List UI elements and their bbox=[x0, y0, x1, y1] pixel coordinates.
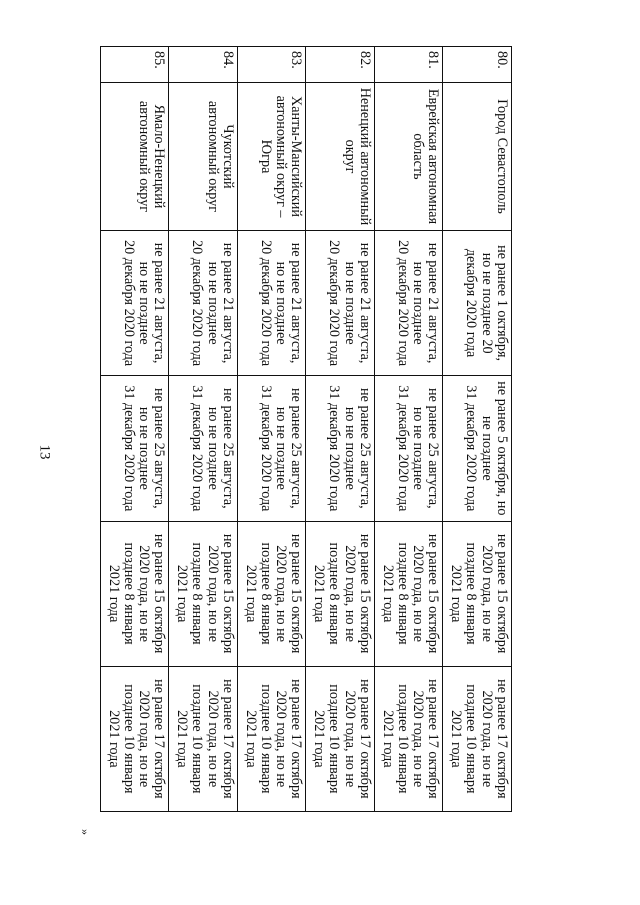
period-4: не ранее 17 октября 2020 года, но не позднее 10 января 2021 года bbox=[169, 666, 238, 811]
period-1: не ранее 21 августа, но не позднее 20 декабря 2020 года bbox=[306, 231, 375, 376]
table-row bbox=[443, 47, 512, 812]
table-row bbox=[306, 47, 375, 812]
page-number: 13 bbox=[36, 444, 53, 460]
period-1: не ранее 21 августа, но не позднее 20 декабря 2020 года bbox=[238, 231, 307, 376]
row-number: 82. bbox=[306, 47, 375, 83]
period-3: не ранее 15 октября 2020 года, но не позднее 8 января 2021 года bbox=[375, 521, 444, 666]
period-4: не ранее 17 октября 2020 года, но не позднее 10 января 2021 года bbox=[375, 666, 444, 811]
period-3: не ранее 15 октября 2020 года, но не позднее 8 января 2021 года bbox=[101, 521, 170, 666]
table-row bbox=[169, 47, 238, 812]
period-1: не ранее 21 августа, но не позднее 20 декабря 2020 года bbox=[101, 231, 170, 376]
period-2: не ранее 25 августа, но не позднее 31 декабря 2020 года bbox=[101, 376, 170, 521]
period-1: не ранее 21 августа, но не позднее 20 декабря 2020 года bbox=[375, 231, 444, 376]
schedule-table-body bbox=[101, 47, 512, 812]
period-2: не ранее 5 октября, но не позднее 31 декабря 2020 года bbox=[443, 376, 512, 521]
period-4: не ранее 17 октября 2020 года, но не позднее 10 января 2021 года bbox=[238, 666, 307, 811]
period-3: не ранее 15 октября 2020 года, но не позднее 8 января 2021 года bbox=[443, 521, 512, 666]
period-3: не ранее 15 октября 2020 года, но не позднее 8 января 2021 года bbox=[306, 521, 375, 666]
period-1: не ранее 21 августа, но не позднее 20 декабря 2020 года bbox=[169, 231, 238, 376]
table-row bbox=[101, 47, 170, 812]
table-row bbox=[375, 47, 444, 812]
region-name: Ненецкий автономный округ bbox=[306, 83, 375, 231]
period-2: не ранее 25 августа, но не позднее 31 декабря 2020 года bbox=[375, 376, 444, 521]
period-3: не ранее 15 октября 2020 года, но не позднее 8 января 2021 года bbox=[169, 521, 238, 666]
period-4: не ранее 17 октября 2020 года, но не позднее 10 января 2021 года bbox=[306, 666, 375, 811]
period-4: не ранее 17 октября 2020 года, но не позднее 10 января 2021 года bbox=[101, 666, 170, 811]
schedule-table bbox=[100, 46, 512, 812]
region-name: Ямало-Ненецкий автономный округ bbox=[101, 83, 170, 231]
row-number: 80. bbox=[443, 47, 512, 83]
region-name: Еврейская автономная область bbox=[375, 83, 444, 231]
schedule-table-wrapper bbox=[100, 46, 512, 812]
row-number: 81. bbox=[375, 47, 444, 83]
period-2: не ранее 25 августа, но не позднее 31 декабря 2020 года bbox=[306, 376, 375, 521]
row-number: 85. bbox=[101, 47, 170, 83]
footnote-mark: » bbox=[78, 829, 93, 835]
row-number: 83. bbox=[238, 47, 307, 83]
period-2: не ранее 25 августа, но не позднее 31 декабря 2020 года bbox=[169, 376, 238, 521]
period-4: не ранее 17 октября 2020 года, но не позднее 10 января 2021 года bbox=[443, 666, 512, 811]
period-1: не ранее 1 октября, но не позднее 20 декабря 2020 года bbox=[443, 231, 512, 376]
row-number: 84. bbox=[169, 47, 238, 83]
period-2: не ранее 25 августа, но не позднее 31 декабря 2020 года bbox=[238, 376, 307, 521]
table-row bbox=[238, 47, 307, 812]
region-name: Город Севастополь bbox=[443, 83, 512, 231]
period-3: не ранее 15 октября 2020 года, но не позднее 8 января 2021 года bbox=[238, 521, 307, 666]
region-name: Ханты-Мансийский автономный округ – Югра bbox=[238, 83, 307, 231]
region-name: Чукотский автономный округ bbox=[169, 83, 238, 231]
schedule-table-rotated bbox=[100, 46, 512, 812]
